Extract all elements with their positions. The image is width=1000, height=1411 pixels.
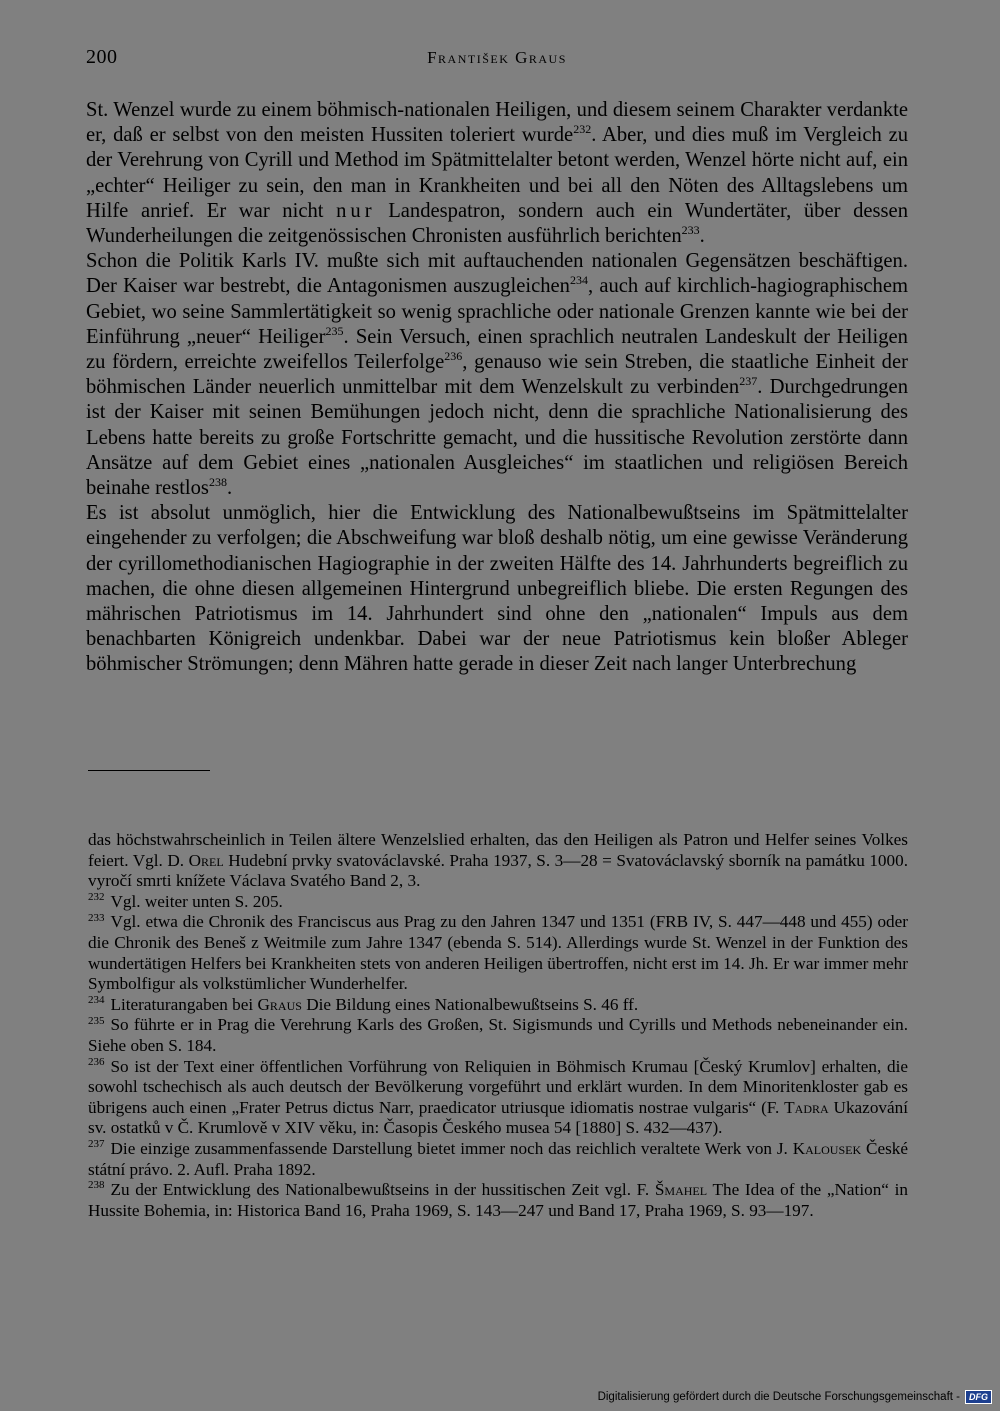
text-run: České státní právo. 2. Aufl. Praha 1892. (88, 1138, 908, 1179)
footnote-number: 238 (88, 1179, 105, 1192)
body-paragraph (86, 501, 908, 677)
text-run: Vgl. etwa die Chronik des Franciscus aus Prag zu den Jahren 1347 und 1351 (FRB IV, S. 447—448 und 455) oder die Chronik des Beneš z Weitmile zum Jahre 1347 (ebenda S. 514). Allerdings wurde St. Wenzel in der Funktion des wundertätigen Helfers bei Krankheiten stets von anderen Heiligen übertroffen, nicht erst im 14. Jh. Er war immer mehr Symbolfigur als volkstümlicher Wunderhelfer. (88, 912, 908, 994)
text-run: Landespatron, sondern auch ein Wundertäter, über dessen Wunderheilungen die zeitgenössischen Chronisten ausführlich berichten (86, 199, 908, 248)
body-paragraph (86, 249, 908, 501)
text-run: Schon die Politik Karls IV. mußte sich mit auftauchenden nationalen Gegensätzen beschäftigen. Der Kaiser war bestrebt, die Antagonismen auszugleichen (86, 250, 908, 298)
dfg-logo: DFG (965, 1390, 992, 1404)
footnote-number: 232 (88, 891, 105, 904)
text-run: . Sein Versuch, einen sprachlich neutralen Landeskult der Heiligen zu fördern, erreichte zweifellos Teilerfolge (86, 325, 908, 374)
footnote-number: 235 (88, 1014, 105, 1027)
author-name: Kalousek (792, 1138, 862, 1158)
text-run: . Durchgedrungen ist der Kaiser mit seinen Bemühungen jedoch nicht, denn die sprachliche Nationalisierung des Lebens hatte bereits zu große Fortschritte gemacht, und die hussitische Revolution zerstörte dann Ansätze auf dem Gebiet eines „nationalen Ausgleiches“ im staatlichen und religiösen Bereich beinahe restlos (86, 376, 908, 500)
text-run: Zu der Entwicklung des Nationalbewußtseins in der hussitischen Zeit vgl. F. (110, 1180, 655, 1200)
footnote (88, 1180, 908, 1221)
text-run: Die einzige zusammenfassende Darstellung bietet immer noch das reichlich veraltete Werk von J. (110, 1138, 793, 1158)
text-run: Ukazování sv. ostatků v Č. Krumlově v XIV věku, in: Časopis Českého musea 54 [1880] S. 432—437). (88, 1097, 908, 1138)
text-run: Literaturangaben bei (110, 994, 258, 1014)
text-run: So ist der Text einer öffentlichen Vorführung von Reliquien in Böhmisch Krumau [Český Krumlov] erhalten, die sowohl tschechisch als auch deutsch der Bevölkerung vorgeführt und erklärt wurden. In dem Minoritenkloster gab es übrigens auch einen „Frater Petrus dictus Narr, praedicator utriusque idiomatis nostrae vulgaris“ (F. (88, 1056, 908, 1117)
footnote-number: 236 (88, 1055, 105, 1068)
author-name: Tadra (784, 1097, 829, 1117)
footnote-ref: 238 (208, 475, 227, 490)
dfg-credit-text: Digitalisierung gefördert durch die Deutsche Forschungsgemeinschaft - (597, 1391, 960, 1403)
text-run: . (226, 477, 233, 500)
text-run: St. Wenzel wurde zu einem böhmisch-nationalen Heiligen, und diesem seinem Charakter verdankte er, daß er selbst von den meisten Hussiten toleriert wurde (86, 99, 908, 147)
footnote-ref: 233 (681, 223, 700, 238)
footnote (88, 1057, 908, 1139)
footnote-ref: 232 (573, 122, 592, 137)
footnote-ref: 234 (569, 273, 588, 288)
running-title: František Graus (427, 48, 567, 67)
footnote (88, 830, 908, 892)
main-text (86, 98, 908, 678)
footnote-number: 237 (88, 1138, 105, 1151)
footnote-number: 234 (88, 994, 105, 1007)
text-run: So führte er in Prag die Verehrung Karls des Großen, St. Sigismunds und Cyrills und Methods nebeneinander ein. Siehe oben S. 184. (88, 1015, 908, 1055)
author-name: Šmahel (654, 1180, 708, 1200)
text-run: . Aber, und dies muß im Vergleich zu der Verehrung von Cyrill und Method im Spätmittelalter betont werden, Wenzel hörte nicht auf, ein „echter“ Heiliger zu sein, den man in Krankheiten und bei all den Nöten des Alltagslebens um Hilfe anrief. Er war nicht (86, 124, 909, 222)
running-head (86, 42, 908, 72)
text-run: das höchstwahrscheinlich in Teilen ältere Wenzelslied erhalten, das den Heiligen als Patron und Helfer seines Volkes feiert. Vgl. D. (88, 830, 908, 870)
footnote (88, 912, 908, 994)
author-name: Graus (257, 994, 302, 1014)
text-run: The Idea of the „Nation“ in Hussite Bohemia, in: Historica Band 16, Praha 1969, S. 143—247 und Band 17, Praha 1969, S. 93—197. (88, 1180, 908, 1220)
text-run: Vgl. weiter unten S. 205. (110, 891, 283, 911)
footnotes (88, 830, 908, 1221)
text-run: Hudební prvky svatováclavské. Praha 1937, S. 3—28 = Svatováclavský sborník na památku 1000. vyročí smrti knížete Václava Svatého Band 2, 3. (88, 850, 908, 891)
footnote (88, 892, 908, 913)
text-run: , auch auf kirchlich-hagiographischem Gebiet, wo seine Sammlertätigkeit so wenig sprachliche oder nationale Grenzen kannte wie bei der Einführung „neuer“ Heiliger (86, 275, 908, 348)
footnote-rule (88, 770, 210, 771)
text-run: . (699, 225, 705, 248)
footnote-ref: 235 (325, 323, 344, 338)
footnote (88, 1015, 908, 1056)
text-run: Die Bildung eines Nationalbewußtseins S. 46 ff. (301, 994, 639, 1014)
footnote (88, 995, 908, 1016)
text-run: Es ist absolut unmöglich, hier die Entwicklung des Nationalbewußtseins im Spätmittelalter eingehender zu verfolgen; die Abschweifung war bloß deshalb nötig, um eine gewisse Veränderung der cyrillomethodianischen Hagiographie in der zweiten Hälfte des 14. Jahrhunderts begreiflich zu machen, die ohne diesen allgemeinen Hintergrund unbegreiflich bliebe. Die ersten Regungen des mährischen Patriotismus im 14. Jahrhundert sind ohne den „nationalen“ Impuls aus dem benachbarten Königreich undenkbar. Dabei war der neue Patriotismus kein bloßer Ableger böhmischer Strömungen; denn Mähren hatte gerade in dieser Zeit nach langer Unterbrechung (86, 502, 908, 676)
emphasis-text: nur (336, 199, 376, 222)
footnote (88, 1139, 908, 1180)
footnote-ref: 237 (739, 374, 758, 389)
footnote-number: 233 (88, 911, 105, 924)
page-number: 200 (86, 46, 118, 68)
text-run: , genauso wie sein Streben, die staatliche Einheit der böhmischen Länder neuerlich unmittelbar mit dem Wenzelskult zu verbinden (86, 351, 908, 399)
author-name: Orel (188, 850, 224, 870)
body-paragraph (86, 98, 908, 249)
dfg-credit (598, 1390, 992, 1404)
footnote-ref: 236 (444, 349, 463, 364)
